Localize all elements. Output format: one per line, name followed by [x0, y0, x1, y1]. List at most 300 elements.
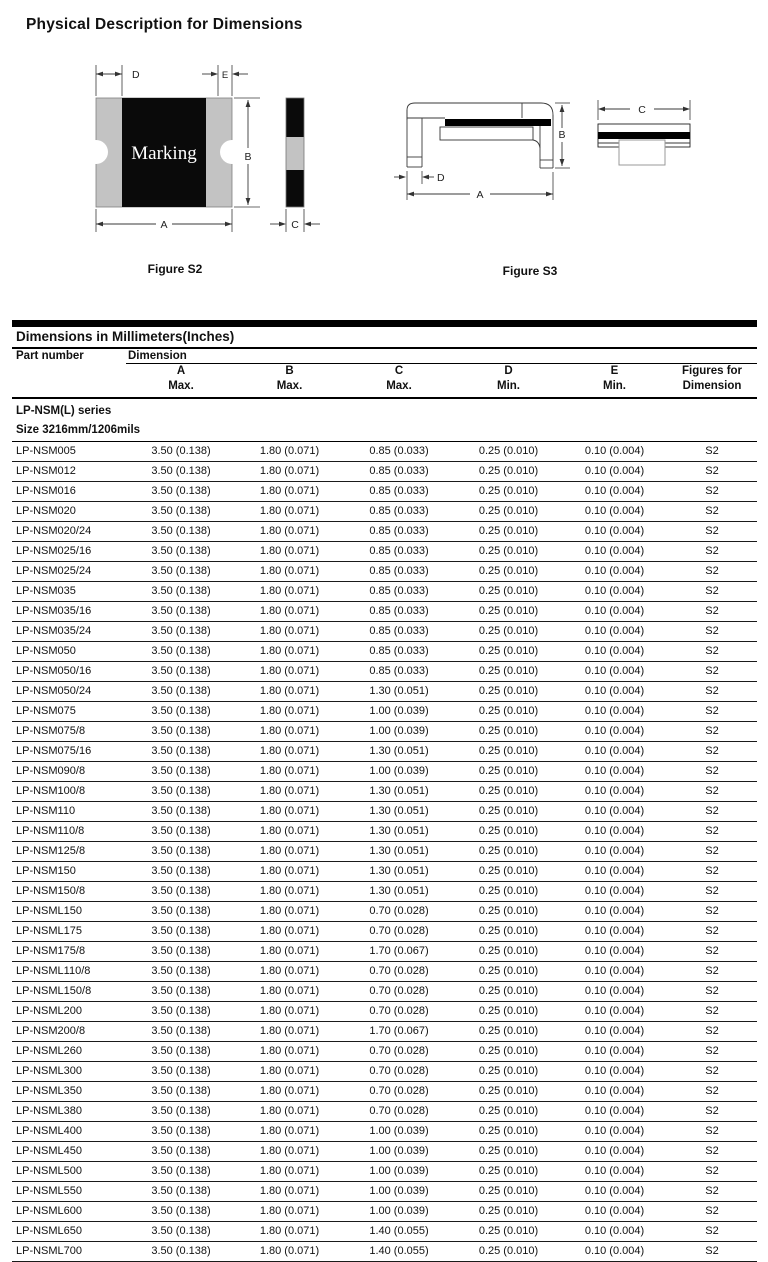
dim-c-cell: 1.70 (0.067) — [369, 945, 429, 957]
dim-b-cell: 1.80 (0.071) — [259, 745, 320, 757]
part-number-cell: LP-NSML150 — [16, 905, 83, 917]
dim-e-cell: 0.10 (0.004) — [584, 1045, 645, 1057]
dim-a-cell: 3.50 (0.138) — [151, 625, 211, 637]
dim-a-cell: 3.50 (0.138) — [151, 1205, 211, 1217]
dim-e-cell: 0.10 (0.004) — [584, 865, 645, 877]
table-row — [12, 842, 757, 862]
dim-b-cell: 1.80 (0.071) — [259, 1245, 320, 1257]
column-header-c: C — [394, 365, 404, 377]
table-body — [12, 442, 757, 1262]
part-number-cell: LP-NSM175/8 — [16, 945, 86, 957]
part-number-cell: LP-NSM075 — [16, 705, 76, 717]
dim-b-cell: 1.80 (0.071) — [259, 585, 320, 597]
part-number-cell: LP-NSML650 — [16, 1225, 83, 1237]
figure-ref-cell: S2 — [705, 965, 719, 977]
dim-c-cell: 1.00 (0.039) — [369, 1145, 429, 1157]
dim-a-cell: 3.50 (0.138) — [151, 745, 211, 757]
dim-c-cell: 0.85 (0.033) — [369, 525, 429, 537]
part-number-cell: LP-NSML600 — [16, 1205, 83, 1217]
figure-ref-cell: S2 — [705, 1025, 719, 1037]
dim-label-c: C — [291, 219, 299, 231]
table-row — [12, 662, 757, 682]
dim-d-cell: 0.25 (0.010) — [478, 965, 539, 977]
dim-d-cell: 0.25 (0.010) — [478, 725, 539, 737]
dim-e-cell: 0.10 (0.004) — [584, 905, 645, 917]
chip-side-bottom — [286, 170, 304, 207]
dim-a-cell: 3.50 (0.138) — [151, 1245, 211, 1257]
dim-b-cell: 1.80 (0.071) — [259, 1225, 320, 1237]
dim-c-cell: 1.30 (0.051) — [369, 845, 429, 857]
dim-e-cell: 0.10 (0.004) — [584, 765, 645, 777]
table-row — [12, 902, 757, 922]
part-number-cell: LP-NSM150 — [16, 865, 76, 877]
chip-side-mid — [286, 137, 304, 170]
dim-d-cell: 0.25 (0.010) — [478, 525, 539, 537]
table-row — [12, 482, 757, 502]
dim-e-cell: 0.10 (0.004) — [584, 1105, 645, 1117]
figure-ref-cell: S2 — [705, 825, 719, 837]
table-row — [12, 1042, 757, 1062]
dim-b-cell: 1.80 (0.071) — [259, 1105, 320, 1117]
dim-e-cell: 0.10 (0.004) — [584, 565, 645, 577]
figure-s2-caption: Figure S2 — [147, 262, 203, 276]
column-header-d: D — [504, 365, 513, 377]
dim-label-c: C — [638, 104, 646, 116]
part-number-cell: LP-NSM110/8 — [16, 825, 85, 837]
dim-e-cell: 0.10 (0.004) — [584, 705, 645, 717]
table-row — [12, 1162, 757, 1182]
dim-c-cell: 1.30 (0.051) — [369, 805, 429, 817]
table-row — [12, 1102, 757, 1122]
dim-e-cell: 0.10 (0.004) — [584, 625, 645, 637]
dim-c-cell: 0.85 (0.033) — [369, 505, 429, 517]
dim-c-cell: 0.70 (0.028) — [369, 1085, 429, 1097]
dim-d-cell: 0.25 (0.010) — [478, 1025, 539, 1037]
dim-a-cell: 3.50 (0.138) — [151, 545, 211, 557]
table-row — [12, 622, 757, 642]
dim-a-cell: 3.50 (0.138) — [151, 765, 211, 777]
dim-d-cell: 0.25 (0.010) — [478, 1145, 539, 1157]
figure-ref-cell: S2 — [705, 505, 719, 517]
dim-d-cell: 0.25 (0.010) — [478, 465, 539, 477]
marking-text: Marking — [131, 143, 197, 164]
figure-ref-cell: S2 — [705, 545, 719, 557]
dim-a-cell: 3.50 (0.138) — [151, 1145, 211, 1157]
dim-d-cell: 0.25 (0.010) — [478, 565, 539, 577]
dim-b-cell: 1.80 (0.071) — [259, 785, 320, 797]
figure-ref-cell: S2 — [705, 1225, 719, 1237]
dim-a-cell: 3.50 (0.138) — [151, 805, 211, 817]
table-header — [12, 349, 757, 399]
dim-b-cell: 1.80 (0.071) — [259, 985, 320, 997]
dim-d-cell: 0.25 (0.010) — [478, 765, 539, 777]
dim-d-cell: 0.25 (0.010) — [478, 925, 539, 937]
figure-ref-cell: S2 — [705, 1165, 719, 1177]
dim-b-cell: 1.80 (0.071) — [259, 1045, 320, 1057]
column-group-dimension: Dimension — [126, 349, 757, 364]
table-row — [12, 1242, 757, 1262]
dim-e-cell: 0.10 (0.004) — [584, 585, 645, 597]
dim-b-cell: 1.80 (0.071) — [259, 1185, 320, 1197]
figure-ref-cell: S2 — [705, 625, 719, 637]
table-row — [12, 822, 757, 842]
figure-ref-cell: S2 — [705, 525, 719, 537]
part-number-cell: LP-NSM016 — [16, 485, 76, 497]
dim-d-cell: 0.25 (0.010) — [478, 1105, 539, 1117]
table-row — [12, 522, 757, 542]
dim-e-cell: 0.10 (0.004) — [584, 805, 645, 817]
dim-e-cell: 0.10 (0.004) — [584, 645, 645, 657]
dim-c-cell: 1.00 (0.039) — [369, 725, 429, 737]
figure-ref-cell: S2 — [705, 1205, 719, 1217]
dim-a-cell: 3.50 (0.138) — [151, 845, 211, 857]
dim-e-cell: 0.10 (0.004) — [584, 945, 645, 957]
dim-e-cell: 0.10 (0.004) — [584, 1185, 645, 1197]
dim-a-cell: 3.50 (0.138) — [151, 925, 211, 937]
dim-a-cell: 3.50 (0.138) — [151, 1185, 211, 1197]
figure-ref-cell: S2 — [705, 885, 719, 897]
table-row — [12, 1142, 757, 1162]
figure-ref-cell: S2 — [705, 645, 719, 657]
chip-side-top — [286, 98, 304, 137]
column-subheader-d: Min. — [497, 380, 520, 392]
part-number-cell: LP-NSM125/8 — [16, 845, 86, 857]
dim-b-cell: 1.80 (0.071) — [259, 1125, 320, 1137]
part-number-cell: LP-NSM005 — [16, 445, 76, 457]
bracket-lower-bar — [440, 127, 533, 140]
dim-e-cell: 0.10 (0.004) — [584, 1245, 645, 1257]
column-header-part-number: Part number — [16, 350, 84, 362]
bracket-black-stripe — [445, 119, 551, 126]
table-row — [12, 462, 757, 482]
part-number-cell: LP-NSM100/8 — [16, 785, 86, 797]
table-row — [12, 1122, 757, 1142]
dim-d-cell: 0.25 (0.010) — [478, 1185, 539, 1197]
dim-d-cell: 0.25 (0.010) — [478, 1125, 539, 1137]
dim-a-cell: 3.50 (0.138) — [151, 525, 211, 537]
part-number-cell: LP-NSM050 — [16, 645, 76, 657]
endview-tab — [619, 140, 665, 165]
dim-c-cell: 0.70 (0.028) — [369, 1105, 429, 1117]
table-row — [12, 502, 757, 522]
dim-c-cell: 0.85 (0.033) — [369, 465, 429, 477]
dim-c-cell: 0.70 (0.028) — [369, 1045, 429, 1057]
dim-c-cell: 0.85 (0.033) — [369, 445, 429, 457]
dim-c-cell: 0.85 (0.033) — [369, 565, 429, 577]
dim-b-cell: 1.80 (0.071) — [259, 485, 320, 497]
dim-b-cell: 1.80 (0.071) — [259, 925, 320, 937]
dim-d-cell: 0.25 (0.010) — [478, 625, 539, 637]
dim-c-cell: 0.70 (0.028) — [369, 985, 429, 997]
dim-d-cell: 0.25 (0.010) — [478, 685, 539, 697]
dim-d-cell: 0.25 (0.010) — [478, 485, 539, 497]
dim-a-cell: 3.50 (0.138) — [151, 825, 211, 837]
chip-notch-left — [84, 140, 108, 164]
figure-s3-caption: Figure S3 — [502, 264, 558, 278]
table-top-bar — [12, 320, 757, 327]
dim-a-cell: 3.50 (0.138) — [151, 645, 211, 657]
figure-ref-cell: S2 — [705, 985, 719, 997]
part-number-cell: LP-NSML380 — [16, 1105, 83, 1117]
part-number-cell: LP-NSM150/8 — [16, 885, 86, 897]
dim-a-cell: 3.50 (0.138) — [151, 965, 211, 977]
dim-b-cell: 1.80 (0.071) — [259, 765, 320, 777]
dim-b-cell: 1.80 (0.071) — [259, 445, 320, 457]
dim-a-cell: 3.50 (0.138) — [151, 485, 211, 497]
dim-b-cell: 1.80 (0.071) — [259, 1165, 320, 1177]
dim-d-cell: 0.25 (0.010) — [478, 805, 539, 817]
table-row — [12, 882, 757, 902]
dim-e-cell: 0.10 (0.004) — [584, 1145, 645, 1157]
figure-ref-cell: S2 — [705, 905, 719, 917]
figure-ref-cell: S2 — [705, 865, 719, 877]
part-number-cell: LP-NSML175 — [16, 925, 83, 937]
dim-d-cell: 0.25 (0.010) — [478, 1245, 539, 1257]
dim-d-cell: 0.25 (0.010) — [478, 1065, 539, 1077]
dim-a-cell: 3.50 (0.138) — [151, 1085, 211, 1097]
dim-c-cell: 0.85 (0.033) — [369, 645, 429, 657]
column-subheader-e: Min. — [603, 380, 626, 392]
column-subheader-c: Max. — [386, 380, 412, 392]
dim-d-cell: 0.25 (0.010) — [478, 905, 539, 917]
dim-b-cell: 1.80 (0.071) — [259, 1065, 320, 1077]
part-number-cell: LP-NSM075/16 — [16, 745, 92, 757]
part-number-cell: LP-NSM035/16 — [16, 605, 92, 617]
table-row — [12, 642, 757, 662]
dim-a-cell: 3.50 (0.138) — [151, 1065, 211, 1077]
dim-b-cell: 1.80 (0.071) — [259, 645, 320, 657]
dim-c-cell: 0.70 (0.028) — [369, 1065, 429, 1077]
dim-e-cell: 0.10 (0.004) — [584, 1065, 645, 1077]
chip-notch-right — [220, 140, 244, 164]
figure-ref-cell: S2 — [705, 465, 719, 477]
figure-ref-cell: S2 — [705, 845, 719, 857]
part-number-cell: LP-NSML450 — [16, 1145, 83, 1157]
table-row — [12, 862, 757, 882]
dim-b-cell: 1.80 (0.071) — [259, 805, 320, 817]
dim-d-cell: 0.25 (0.010) — [478, 745, 539, 757]
dim-e-cell: 0.10 (0.004) — [584, 985, 645, 997]
part-number-cell: LP-NSM025/24 — [16, 565, 92, 577]
dim-e-cell: 0.10 (0.004) — [584, 1125, 645, 1137]
table-row — [12, 702, 757, 722]
dim-c-cell: 1.30 (0.051) — [369, 825, 429, 837]
dim-a-cell: 3.50 (0.138) — [151, 705, 211, 717]
dim-d-cell: 0.25 (0.010) — [478, 645, 539, 657]
dim-a-cell: 3.50 (0.138) — [151, 865, 211, 877]
figure-ref-cell: S2 — [705, 485, 719, 497]
dim-a-cell: 3.50 (0.138) — [151, 665, 211, 677]
table-row — [12, 782, 757, 802]
dim-e-cell: 0.10 (0.004) — [584, 685, 645, 697]
figure-ref-cell: S2 — [705, 665, 719, 677]
dim-b-cell: 1.80 (0.071) — [259, 945, 320, 957]
table-row — [12, 602, 757, 622]
dim-a-cell: 3.50 (0.138) — [151, 1025, 211, 1037]
dim-d-cell: 0.25 (0.010) — [478, 705, 539, 717]
dim-d-cell: 0.25 (0.010) — [478, 585, 539, 597]
dim-b-cell: 1.80 (0.071) — [259, 1005, 320, 1017]
dim-e-cell: 0.10 (0.004) — [584, 965, 645, 977]
dim-c-cell: 0.70 (0.028) — [369, 905, 429, 917]
dim-e-cell: 0.10 (0.004) — [584, 885, 645, 897]
figure-ref-cell: S2 — [705, 1145, 719, 1157]
table-row — [12, 762, 757, 782]
dim-a-cell: 3.50 (0.138) — [151, 465, 211, 477]
column-subheader-figures: Dimension — [682, 380, 742, 392]
dim-c-cell: 0.70 (0.028) — [369, 965, 429, 977]
dim-d-cell: 0.25 (0.010) — [478, 985, 539, 997]
dim-a-cell: 3.50 (0.138) — [151, 1005, 211, 1017]
table-row — [12, 1022, 757, 1042]
dim-c-cell: 1.30 (0.051) — [369, 865, 429, 877]
figure-ref-cell: S2 — [705, 1065, 719, 1077]
dim-d-cell: 0.25 (0.010) — [478, 1225, 539, 1237]
dim-e-cell: 0.10 (0.004) — [584, 745, 645, 757]
table-row — [12, 1182, 757, 1202]
part-number-cell: LP-NSML400 — [16, 1125, 83, 1137]
part-number-cell: LP-NSML150/8 — [16, 985, 92, 997]
table-row — [12, 922, 757, 942]
part-number-cell: LP-NSML350 — [16, 1085, 83, 1097]
dim-c-cell: 0.70 (0.028) — [369, 925, 429, 937]
dim-c-cell: 1.40 (0.055) — [369, 1225, 429, 1237]
dim-e-cell: 0.10 (0.004) — [584, 725, 645, 737]
figure-ref-cell: S2 — [705, 1245, 719, 1257]
figure-ref-cell: S2 — [705, 1185, 719, 1197]
part-number-cell: LP-NSM075/8 — [16, 725, 86, 737]
table-row — [12, 1222, 757, 1242]
figure-ref-cell: S2 — [705, 1005, 719, 1017]
dim-b-cell: 1.80 (0.071) — [259, 605, 320, 617]
dim-b-cell: 1.80 (0.071) — [259, 1025, 320, 1037]
dim-e-cell: 0.10 (0.004) — [584, 545, 645, 557]
dim-e-cell: 0.10 (0.004) — [584, 1005, 645, 1017]
dim-d-cell: 0.25 (0.010) — [478, 605, 539, 617]
dim-c-cell: 0.85 (0.033) — [369, 665, 429, 677]
table-row — [12, 942, 757, 962]
dim-a-cell: 3.50 (0.138) — [151, 505, 211, 517]
dim-c-cell: 0.85 (0.033) — [369, 625, 429, 637]
dim-b-cell: 1.80 (0.071) — [259, 525, 320, 537]
dim-label-d: D — [437, 172, 445, 184]
dim-b-cell: 1.80 (0.071) — [259, 545, 320, 557]
dim-c-cell: 1.00 (0.039) — [369, 1205, 429, 1217]
table-title: Dimensions in Millimeters(Inches) — [12, 327, 757, 349]
dim-label-b: B — [244, 151, 252, 163]
table-row — [12, 982, 757, 1002]
dim-c-cell: 1.30 (0.051) — [369, 885, 429, 897]
dim-e-cell: 0.10 (0.004) — [584, 825, 645, 837]
dim-c-cell: 1.00 (0.039) — [369, 1165, 429, 1177]
dim-c-cell: 1.00 (0.039) — [369, 705, 429, 717]
dim-c-cell: 1.40 (0.055) — [369, 1245, 429, 1257]
dim-c-cell: 0.85 (0.033) — [369, 585, 429, 597]
part-number-cell: LP-NSM110 — [16, 805, 76, 817]
endview-black-band — [598, 132, 690, 139]
dim-d-cell: 0.25 (0.010) — [478, 945, 539, 957]
part-number-cell: LP-NSML700 — [16, 1245, 83, 1257]
dim-e-cell: 0.10 (0.004) — [584, 465, 645, 477]
column-header-e: E — [610, 365, 619, 377]
figure-ref-cell: S2 — [705, 1085, 719, 1097]
table-row — [12, 542, 757, 562]
dim-e-cell: 0.10 (0.004) — [584, 1165, 645, 1177]
figure-s3-drawing — [390, 80, 710, 205]
table-row — [12, 1062, 757, 1082]
part-number-cell: LP-NSML260 — [16, 1045, 83, 1057]
dim-b-cell: 1.80 (0.071) — [259, 825, 320, 837]
dim-d-cell: 0.25 (0.010) — [478, 1085, 539, 1097]
table-row — [12, 1002, 757, 1022]
column-subheader-b: Max. — [276, 380, 303, 392]
dim-a-cell: 3.50 (0.138) — [151, 905, 211, 917]
dim-a-cell: 3.50 (0.138) — [151, 1165, 211, 1177]
figure-ref-cell: S2 — [705, 765, 719, 777]
dim-d-cell: 0.25 (0.010) — [478, 865, 539, 877]
dim-b-cell: 1.80 (0.071) — [259, 625, 320, 637]
figure-ref-cell: S2 — [705, 785, 719, 797]
dim-c-cell: 1.30 (0.051) — [369, 785, 429, 797]
dim-a-cell: 3.50 (0.138) — [151, 725, 211, 737]
dim-a-cell: 3.50 (0.138) — [151, 785, 211, 797]
dim-d-cell: 0.25 (0.010) — [478, 1205, 539, 1217]
table-row — [12, 582, 757, 602]
dim-b-cell: 1.80 (0.071) — [259, 665, 320, 677]
dim-a-cell: 3.50 (0.138) — [151, 565, 211, 577]
dim-b-cell: 1.80 (0.071) — [259, 505, 320, 517]
dim-a-cell: 3.50 (0.138) — [151, 1225, 211, 1237]
dim-b-cell: 1.80 (0.071) — [259, 565, 320, 577]
dim-e-cell: 0.10 (0.004) — [584, 1205, 645, 1217]
table-row — [12, 962, 757, 982]
part-number-cell: LP-NSM020/24 — [16, 525, 92, 537]
figure-ref-cell: S2 — [705, 705, 719, 717]
column-header-b: B — [285, 365, 294, 377]
part-number-cell: LP-NSML110/8 — [16, 965, 91, 977]
dim-c-cell: 0.85 (0.033) — [369, 485, 429, 497]
dim-c-cell: 0.85 (0.033) — [369, 605, 429, 617]
column-header-a: A — [176, 365, 186, 377]
figure-ref-cell: S2 — [705, 1125, 719, 1137]
figure-ref-cell: S2 — [705, 725, 719, 737]
dim-label-b: B — [558, 129, 566, 141]
part-number-cell: LP-NSM035 — [16, 585, 76, 597]
part-number-cell: LP-NSM020 — [16, 505, 76, 517]
dim-b-cell: 1.80 (0.071) — [259, 885, 320, 897]
page-title: Physical Description for Dimensions — [26, 16, 303, 33]
dim-e-cell: 0.10 (0.004) — [584, 605, 645, 617]
figure-ref-cell: S2 — [705, 745, 719, 757]
dim-c-cell: 1.30 (0.051) — [369, 745, 429, 757]
dim-a-cell: 3.50 (0.138) — [151, 985, 211, 997]
dim-d-cell: 0.25 (0.010) — [478, 1005, 539, 1017]
part-number-cell: LP-NSM035/24 — [16, 625, 92, 637]
part-number-cell: LP-NSM025/16 — [16, 545, 92, 557]
part-number-cell: LP-NSM012 — [16, 465, 76, 477]
figure-ref-cell: S2 — [705, 925, 719, 937]
table-row — [12, 722, 757, 742]
part-number-cell: LP-NSM200/8 — [16, 1025, 86, 1037]
dim-b-cell: 1.80 (0.071) — [259, 845, 320, 857]
dim-d-cell: 0.25 (0.010) — [478, 665, 539, 677]
dim-e-cell: 0.10 (0.004) — [584, 505, 645, 517]
dim-e-cell: 0.10 (0.004) — [584, 485, 645, 497]
dim-label-e: E — [221, 70, 229, 81]
size-section-label: Size 3216mm/1206mils — [12, 419, 757, 442]
dim-d-cell: 0.25 (0.010) — [478, 505, 539, 517]
dim-a-cell: 3.50 (0.138) — [151, 1105, 211, 1117]
